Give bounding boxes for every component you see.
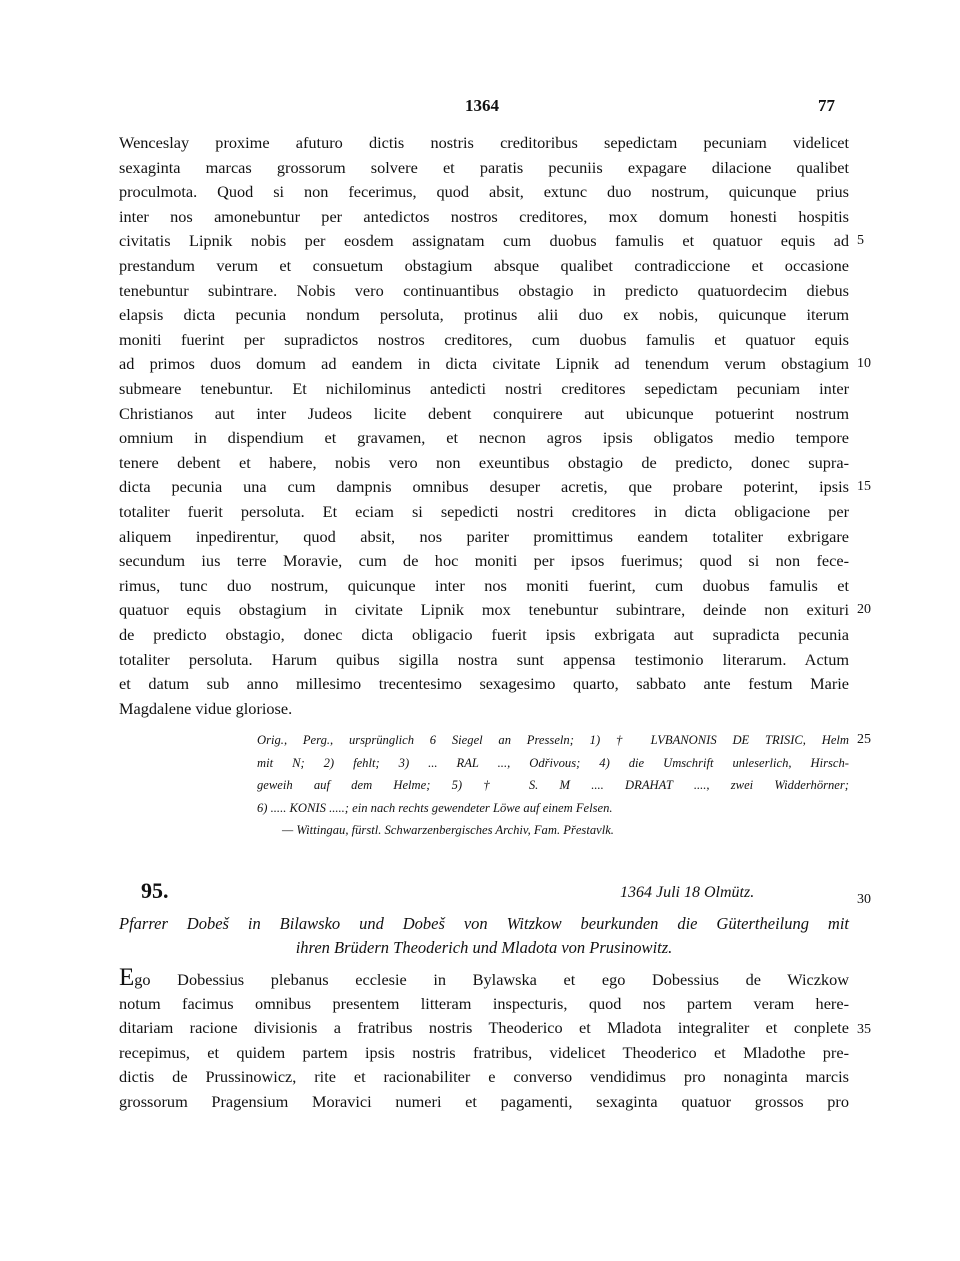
body-line: rimus, tunc duo nostrum, quicunque inter nos moniti fuerint, cum duobus famulis et	[119, 575, 849, 595]
document-body-line: dictis de Prussinowicz, rite et racionabiliter e converso vendidimus pro nonaginta marcis	[119, 1067, 849, 1087]
body-line: Magdalene vidue gloriose.	[119, 698, 293, 718]
body-line: elapsis dicta pecunia nondum persoluta, protinus alii duo ex nobis, quicunque iterum	[119, 305, 849, 325]
header-year: 1364	[465, 96, 499, 115]
page-number: 77	[818, 96, 835, 115]
body-line: inter nos amonebuntur per antedictos nostros creditores, mox domum honesti hospitis	[119, 206, 849, 226]
first-line-text: go Dobessius plebanus ecclesie in Bylawska et ego Dobessius de Wiczkow	[134, 970, 849, 989]
line-number: 30	[857, 892, 871, 907]
line-number: 25	[857, 732, 871, 747]
body-line: omnium in dispendium et gravamen, et necnon agros ipsis obligatos medio tempore	[119, 428, 849, 448]
document-body-line: notum facimus omnibus presentem litteram inspecturis, quod nos partem veram here-	[119, 994, 849, 1013]
body-line: tenebuntur subintrare. Nobis vero continuantibus obstagio in predicto quatuordecim diebus	[119, 280, 849, 300]
body-line: ad primos duos domum ad eandem in dicta civitate Lipnik ad tenendum verum obstagium	[119, 354, 849, 374]
body-line: et datum sub anno millesimo trecentesimo sexagesimo quarto, sabbato ante festum Marie	[119, 674, 849, 694]
body-line: totaliter fuerit persoluta. Et eciam si sepedicti nostri creditores in dicta obligacione per	[119, 502, 849, 521]
body-line: civitatis Lipnik nobis per eosdem assignatam cum duobus famulis et quatuor equis ad	[119, 231, 849, 251]
body-line: moniti fuerint per supradictos nostros creditores, cum duobus famulis et quatuor equis	[119, 329, 849, 349]
document-summary-line: Pfarrer Dobeš in Bilawsko und Dobeš von Witzkow beurkunden die Gütertheilung mit	[119, 914, 849, 933]
note-line: 6) ..... KONIS .....; ein nach rechts gewendeter Löwe auf einem Felsen.	[257, 800, 613, 815]
document-summary-line: ihren Brüdern Theoderich und Mladota von Prusinowitz.	[295, 938, 673, 957]
body-line: prestandum verum et consuetum obstagium absque qualibet contradiccione et occasione	[119, 256, 849, 275]
body-line: proculmota. Quod si non fecerimus, quod absit, extunc duo nostrum, quicunque prius	[119, 182, 849, 202]
body-line: Christianos aut inter Judeos licite debent conquirere aut ubicunque potuerint nostrum	[119, 403, 849, 423]
body-line: sexaginta marcas grossorum solvere et paratis pecuniis expagare dilacione qualibet	[119, 157, 849, 177]
body-line: aliquem inpedirentur, quod absit, nos pariter promittimus eandem totaliter exbrigare	[119, 526, 849, 546]
document-body-line: grossorum Pragensium Moravici numeri et pagamenti, sexaginta quatuor grossos pro	[119, 1091, 849, 1111]
line-number: 10	[857, 356, 871, 372]
note-line: — Wittingau, fürstl. Schwarzenbergisches Archiv, Fam. Přestavlk.	[282, 823, 614, 837]
document-body-line: ditariam racione divisionis a fratribus nostris Theoderico et Mladota integraliter et conplete	[119, 1018, 849, 1038]
body-line: secundum ius terre Moravie, cum de hoc moniti per ipsos fuerimus; quod si non fece-	[119, 551, 849, 571]
body-line: de predicto obstagio, donec dicta obligacio fuerit ipsis exbrigata aut supradicta pecunia	[119, 625, 849, 644]
body-line: tenere debent et habere, nobis vero non exeuntibus obstagio de predicto, donec supra-	[119, 452, 849, 472]
document-number: 95.	[141, 878, 169, 903]
page-header	[0, 96, 960, 120]
line-number: 5	[857, 233, 864, 249]
body-line: Wenceslay proxime afuturo dictis nostris creditoribus sepedictam pecuniam videlicet	[119, 133, 849, 152]
note-line: Orig., Perg., ursprünglich 6 Siegel an Presseln; 1) † LVBANONIS DE TRISIC, Helm	[257, 733, 849, 747]
line-number: 20	[857, 602, 871, 618]
line-number: 35	[857, 1022, 871, 1038]
body-line: totaliter persoluta. Harum quibus sigilla nostra sunt appensa testimonio literarum. Actum	[119, 649, 849, 669]
body-line: submeare tenebuntur. Et nichilominus antedicti nostri creditores sepedictam pecuniam inter	[119, 379, 849, 398]
line-number: 15	[857, 479, 871, 495]
note-line: geweih auf dem Helme; 5) † S. M .... DRAHAT ...., zwei Widderhörner;	[257, 778, 849, 792]
initial-letter: E	[119, 964, 135, 991]
document-first-line	[119, 964, 849, 992]
body-line: dicta pecunia una cum dampnis omnibus desuper acretis, que probare poterint, ipsis	[119, 477, 849, 497]
note-line: mit N; 2) fehlt; 3) ... RAL ..., Odřivous; 4) die Umschrift unleserlich, Hirsch-	[257, 755, 849, 770]
body-line: quatuor equis obstagium in civitate Lipnik mox tenebuntur subintrare, deinde non exituri	[119, 600, 849, 620]
document-date: 1364 Juli 18 Olmütz.	[620, 884, 755, 901]
document-body-line: recepimus, et quidem partem ipsis nostris fratribus, videlicet Theoderico et Mladothe pre-	[119, 1042, 849, 1062]
